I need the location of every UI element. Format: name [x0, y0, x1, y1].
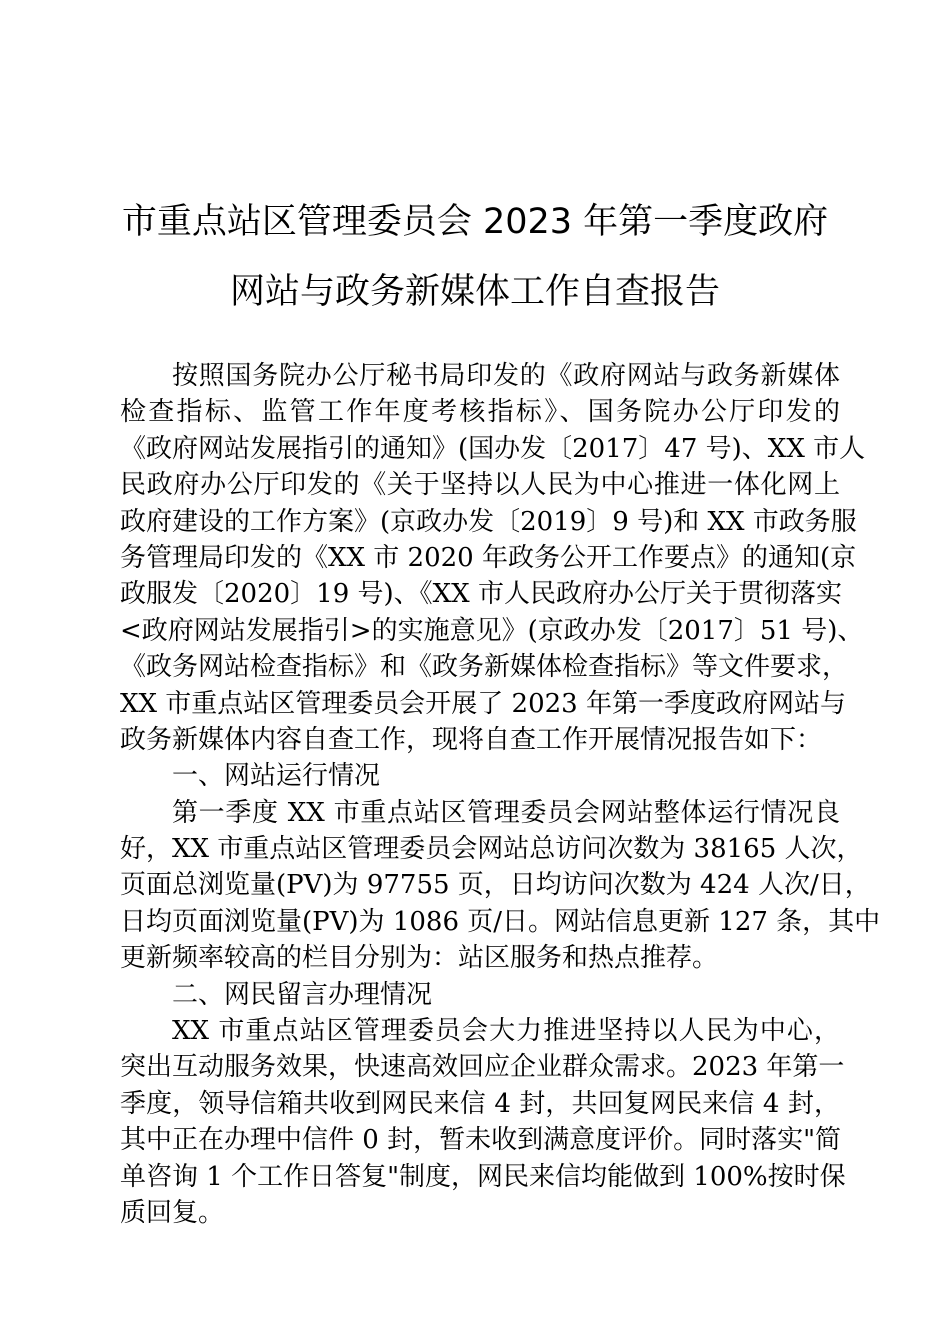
- paragraph-line: 民政府办公厅印发的《关于坚持以人民为中心推进一体化网上: [120, 470, 840, 501]
- paragraph-line: 政府建设的工作方案》(京政办发〔2019〕9 号)和 XX 市政务服: [120, 506, 857, 537]
- paragraph-line: 质回复。: [120, 1197, 225, 1228]
- paragraph-line: XX 市重点站区管理委员会开展了 2023 年第一季度政府网站与: [120, 688, 846, 719]
- paragraph-line: 政服发〔2020〕19 号)、《XX 市人民政府办公厅关于贯彻落实: [120, 579, 842, 610]
- paragraph-line: 突出互动服务效果，快速高效回应企业群众需求。2023 年第一: [120, 1052, 845, 1083]
- paragraph: [120, 358, 866, 758]
- paragraph: [120, 758, 840, 794]
- paragraph-line: 季度，领导信箱共收到网民来信 4 封，共回复网民来信 4 封，: [120, 1088, 840, 1119]
- report-body: [120, 358, 881, 1231]
- paragraph-line: 页面总浏览量(PV)为 97755 页，日均访问次数为 424 人次/日，: [120, 870, 871, 901]
- paragraph-line: 单咨询 1 个工作日答复"制度，网民来信均能做到 100%按时保: [120, 1161, 846, 1192]
- paragraph-line: 《政府网站发展指引的通知》(国办发〔2017〕47 号)、XX 市人: [120, 433, 866, 464]
- paragraph-line: 务管理局印发的《XX 市 2020 年政务公开工作要点》的通知(京: [120, 542, 857, 573]
- paragraph-line: 日均页面浏览量(PV)为 1086 页/日。网站信息更新 127 条，其中: [120, 906, 881, 937]
- paragraph-line: 其中正在办理中信件 0 封，暂未收到满意度评价。同时落实"简: [120, 1125, 842, 1156]
- paragraph-line: 政务新媒体内容自查工作，现将自查工作开展情况报告如下：: [120, 724, 823, 755]
- paragraph-line: 更新频率较高的栏目分别为：站区服务和热点推荐。: [120, 943, 719, 974]
- paragraph-line: 按照国务院办公厅秘书局印发的《政府网站与政务新媒体: [172, 361, 840, 391]
- paragraph-line: 第一季度 XX 市重点站区管理委员会网站整体运行情况良: [172, 797, 840, 828]
- report-title-line-1: 市重点站区管理委员会 2023 年第一季度政府: [121, 202, 829, 242]
- paragraph-line: 一、网站运行情况: [172, 761, 381, 792]
- paragraph: [120, 1013, 846, 1231]
- paragraph: [120, 795, 881, 977]
- paragraph: [120, 977, 840, 1013]
- paragraph-line: 二、网民留言办理情况: [172, 979, 433, 1010]
- paragraph-line: XX 市重点站区管理委员会大力推进坚持以人民为中心，: [172, 1016, 840, 1047]
- paragraph-line: <政府网站发展指引>的实施意见》(京政办发〔2017〕51 号)、: [120, 615, 864, 646]
- paragraph-line: 好，XX 市重点站区管理委员会网站总访问次数为 38165 人次，: [120, 834, 863, 865]
- report-title-line-2: 网站与政务新媒体工作自查报告: [229, 272, 720, 312]
- paragraph-line: 检查指标、监管工作年度考核指标》、国务院办公厅印发的: [120, 397, 840, 428]
- paragraph-line: 《政务网站检查指标》和《政务新媒体检查指标》等文件要求，: [120, 652, 849, 683]
